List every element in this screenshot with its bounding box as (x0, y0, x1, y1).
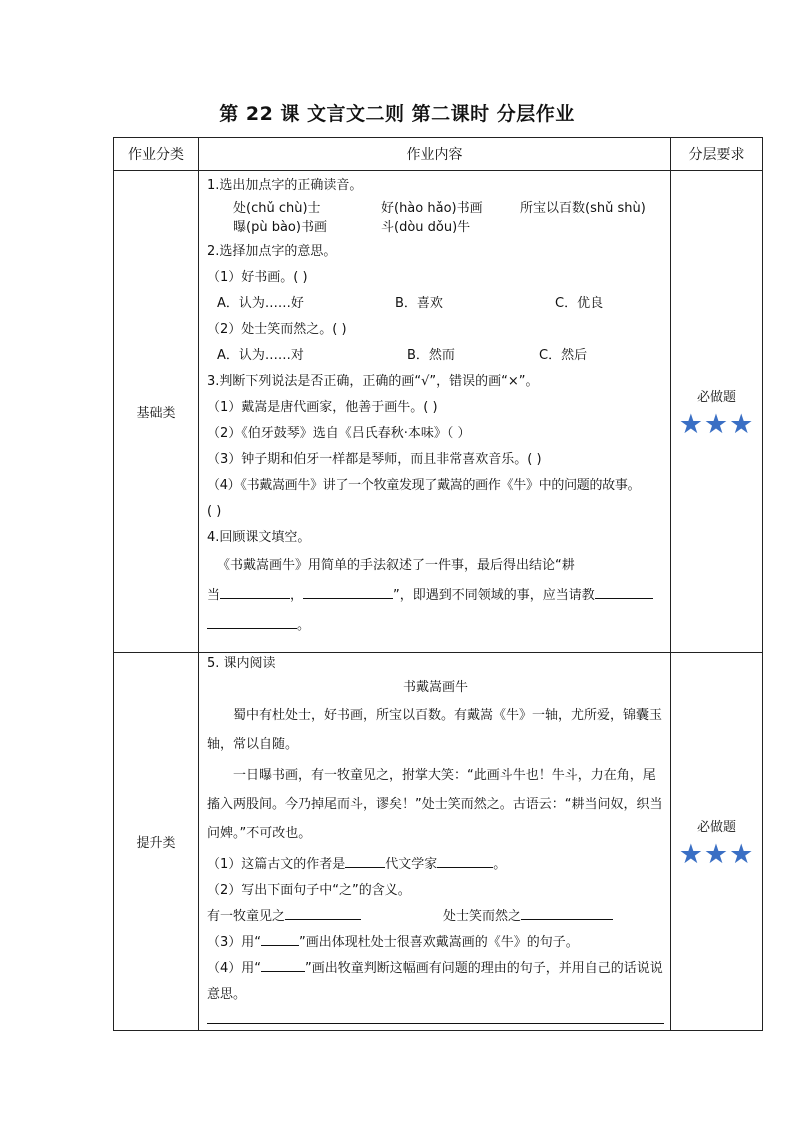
sub-question-3 (207, 930, 664, 956)
content-advanced (199, 653, 671, 1031)
fill-text: （3）用“ (207, 935, 262, 950)
requirement-label: 必做题 (696, 389, 736, 405)
fill-blank[interactable] (220, 584, 290, 599)
page-title: 第 22 课 文言文二则 第二课时 分层作业 (219, 103, 575, 125)
sub-question-4 (207, 956, 664, 1008)
option-a: A．认为……对 (217, 348, 304, 363)
fill-text: 。 (493, 857, 507, 872)
category-basic: 基础类 (114, 171, 199, 653)
fill-text: 处士笑而然之 (443, 909, 522, 924)
question-3-2: （2）《伯牙鼓琴》选自《吕氏春秋·本味》（ ） (207, 426, 471, 441)
passage-paragraph-1: 蜀中有杜处士，好书画，所宝以百数。有戴嵩《牛》一轴，尤所爱，锦囊玉轴，常以自随。 (207, 708, 663, 752)
table-row (114, 653, 763, 1031)
question-3-4-answer: ( ) (207, 504, 222, 519)
fill-blank[interactable] (303, 584, 393, 599)
fill-text: 。 (297, 618, 311, 633)
fill-blank[interactable] (285, 905, 361, 920)
sub-question-1 (207, 852, 664, 878)
fill-blank[interactable] (595, 584, 653, 599)
fill-text: ”画出体现杜处士很喜欢戴嵩画的《牛》的句子。 (299, 935, 579, 950)
fill-text: ”画出牧童判断这幅画有问题的理由的句子，并用自己的话说说意思。 (207, 961, 663, 1002)
option-b: B．然而 (407, 348, 455, 363)
pinyin-option: 所宝以百数(shǔ shù) (520, 201, 646, 216)
fill-text: ， (290, 588, 304, 603)
fill-blank[interactable] (207, 614, 297, 629)
question-4-text-1: 《书戴嵩画牛》用简单的手法叙述了一件事，最后得出结论“耕 (217, 558, 575, 573)
sub-question-2-item (443, 904, 613, 930)
fill-text: ”，即遇到不同领域的事，应当请教 (393, 588, 595, 603)
content-basic (199, 171, 671, 653)
passage-title: 书戴嵩画牛 (402, 680, 468, 695)
fill-blank[interactable] (345, 853, 385, 868)
header-content: 作业内容 (199, 138, 671, 171)
fill-text: 代文学家 (385, 857, 438, 872)
question-4-text-2 (207, 581, 664, 611)
table-row (114, 171, 763, 653)
sub-question-2-items (207, 904, 664, 930)
option-c: C．然后 (539, 348, 588, 363)
header-requirement: 分层要求 (671, 138, 763, 171)
option-b: B．喜欢 (395, 296, 443, 311)
fill-text: 有一牧童见之 (207, 909, 286, 924)
fill-text: （1）这篇古文的作者是 (207, 857, 346, 872)
category-advanced: 提升类 (114, 653, 199, 1031)
requirement-basic (671, 171, 763, 653)
fill-text: 当 (207, 588, 221, 603)
fill-blank[interactable] (261, 957, 305, 972)
pinyin-option: 好(hào hǎo)书画 (381, 201, 483, 216)
pinyin-row-1 (207, 199, 664, 218)
fill-text: （4）用“ (207, 961, 262, 976)
requirement-advanced (671, 653, 763, 1031)
question-2-1: （1）好书画。( ) (207, 270, 308, 285)
question-3: 3.判断下列说法是否正确，正确的画“√”，错误的画“×”。 (207, 374, 539, 389)
option-c: C．优良 (555, 296, 604, 311)
star-rating-icon: ★★★ (678, 838, 755, 870)
sub-question-2-item (207, 904, 443, 930)
answer-line[interactable] (207, 1022, 664, 1024)
table-header-row (114, 138, 763, 171)
question-5: 5. 课内阅读 (207, 656, 276, 671)
question-3-4: （4）《书戴嵩画牛》讲了一个牧童发现了戴嵩的画作《牛》中的问题的故事。 (207, 478, 641, 493)
options-2-1 (207, 291, 664, 317)
option-a: A．认为……好 (217, 296, 304, 311)
question-4-text-3 (207, 611, 664, 641)
question-4: 4.回顾课文填空。 (207, 530, 311, 545)
question-3-3: （3）钟子期和伯牙一样都是琴师，而且非常喜欢音乐。( ) (207, 452, 542, 467)
pinyin-option: 曝(pù bào)书画 (233, 220, 327, 235)
requirement-label: 必做题 (696, 819, 736, 835)
fill-blank[interactable] (521, 905, 613, 920)
options-2-2 (207, 343, 664, 369)
sub-question-2: （2）写出下面句子中“之”的含义。 (207, 883, 411, 898)
pinyin-option: 斗(dòu dǒu)牛 (381, 220, 471, 235)
passage-paragraph-2: 一日曝书画，有一牧童见之，拊掌大笑：“此画斗牛也！牛斗，力在角，尾搐入两股间。今乃掉尾而斗，谬矣！”处士笑而然之。古语云：“耕当问奴，织当问婢。”不可改也。 (207, 768, 663, 841)
fill-blank[interactable] (437, 853, 493, 868)
question-2-2: （2）处士笑而然之。( ) (207, 322, 347, 337)
homework-table (113, 137, 763, 1031)
question-3-1: （1）戴嵩是唐代画家，他善于画牛。( ) (207, 400, 438, 415)
question-1: 1.选出加点字的正确读音。 (207, 178, 363, 193)
pinyin-option: 处(chǔ chù)士 (233, 201, 321, 216)
question-2: 2.选择加点字的意思。 (207, 244, 337, 259)
pinyin-row-2 (207, 218, 664, 237)
header-category: 作业分类 (114, 138, 199, 171)
fill-blank[interactable] (261, 931, 299, 946)
star-rating-icon: ★★★ (678, 408, 755, 440)
